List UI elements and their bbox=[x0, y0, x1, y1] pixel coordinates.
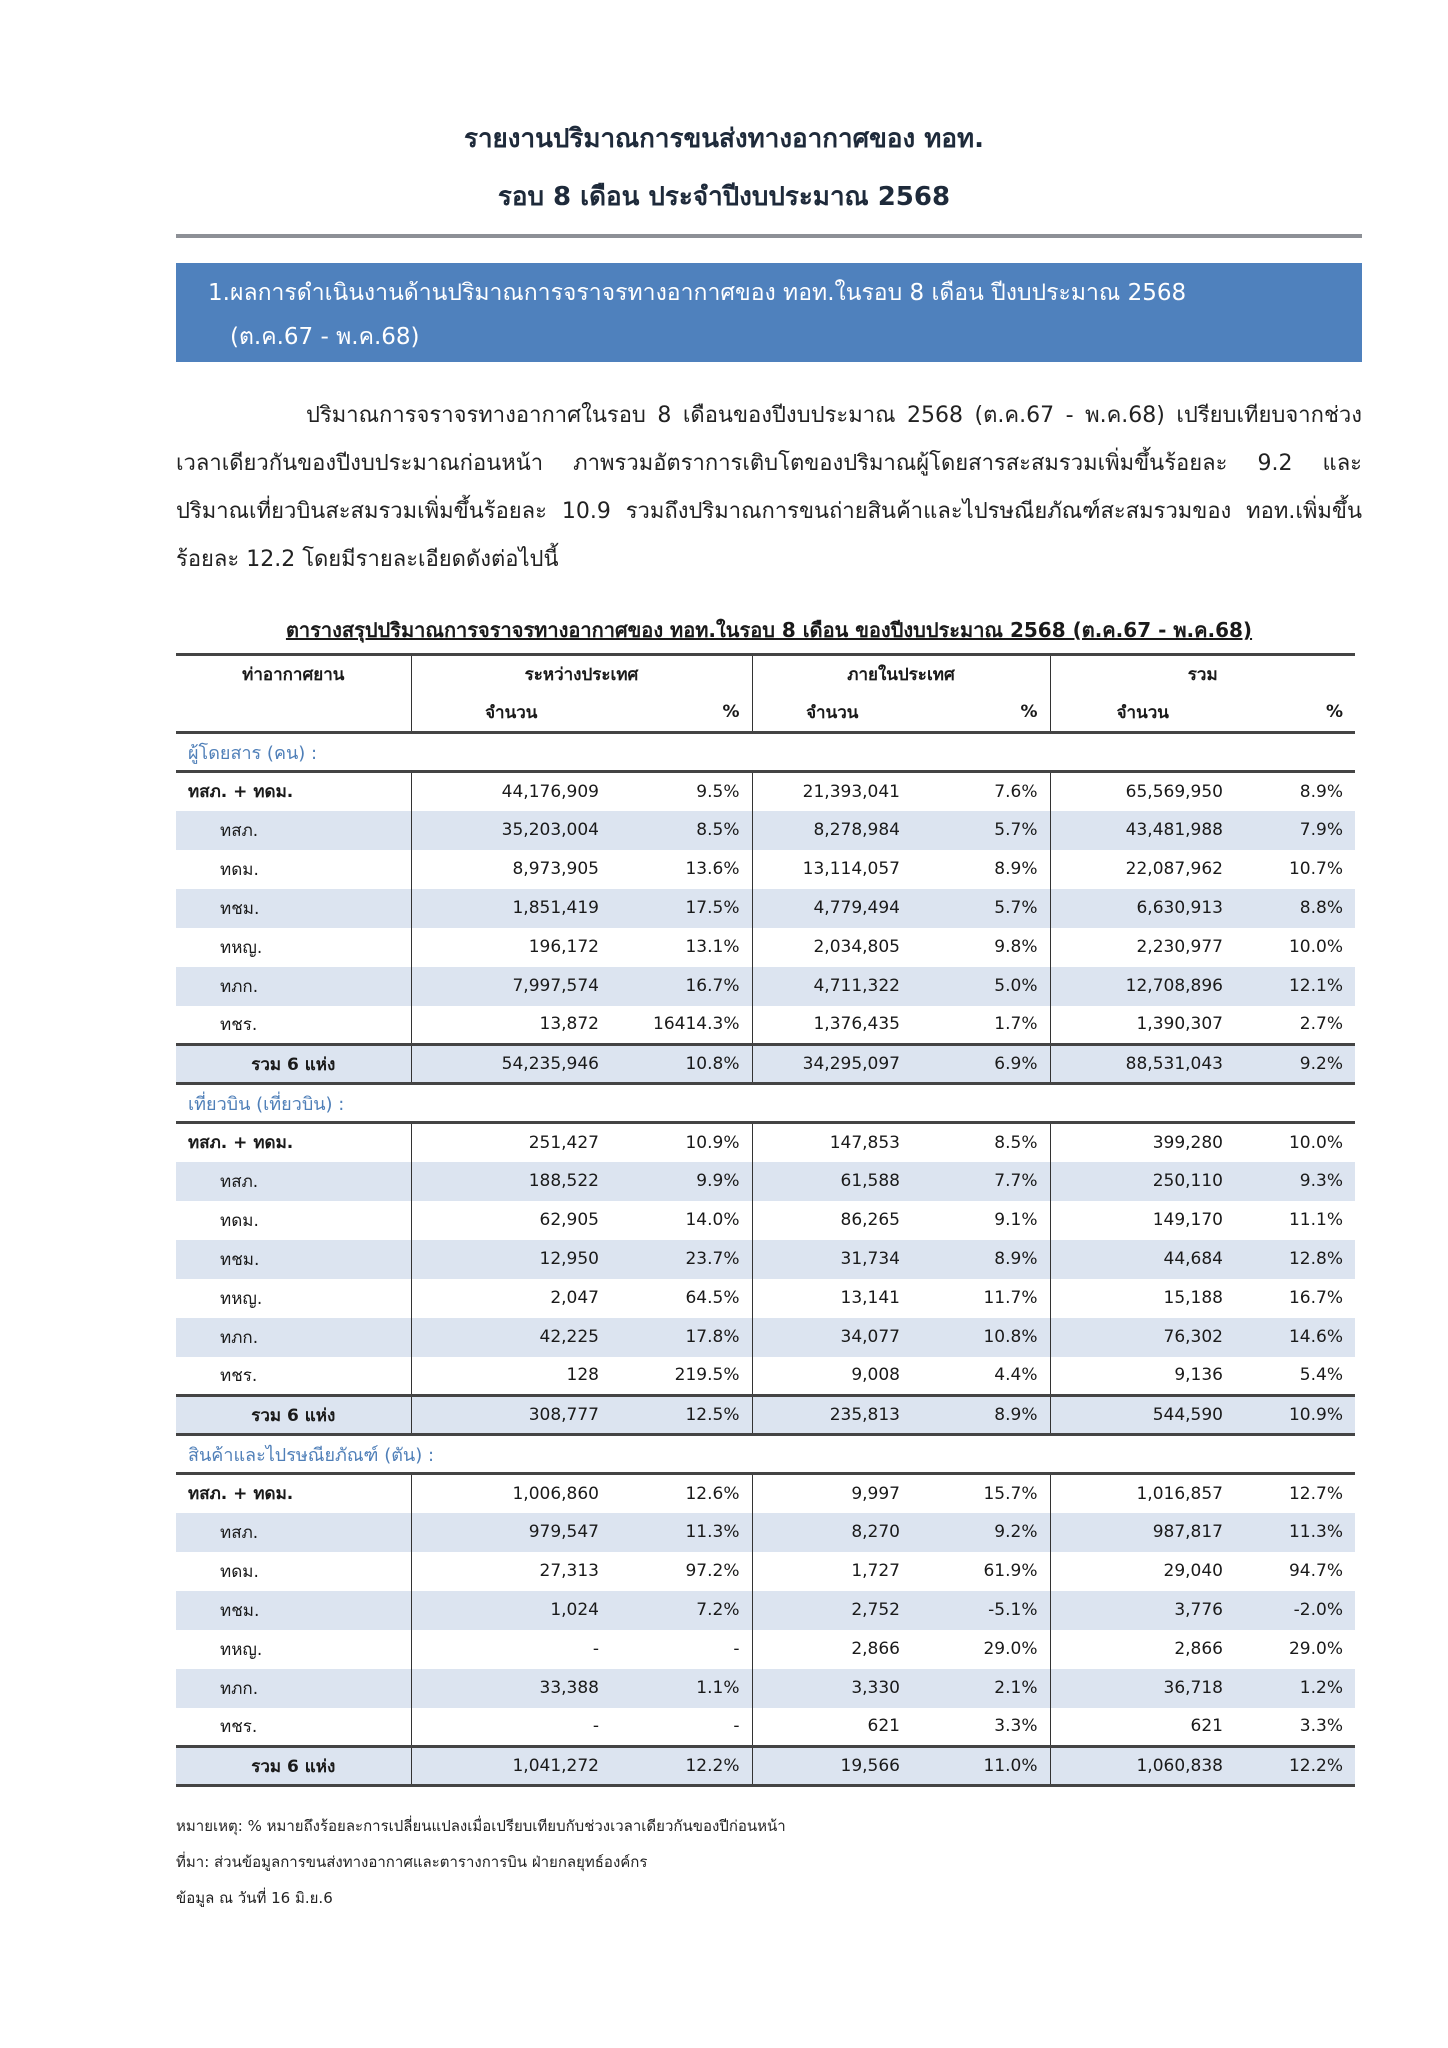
total-amount-cell: 12,708,896 bbox=[1050, 967, 1235, 1006]
table-body bbox=[176, 733, 1355, 1786]
airport-cell: ทภก. bbox=[176, 1318, 411, 1357]
dom-percent-cell: -5.1% bbox=[912, 1591, 1050, 1630]
table-header-row-1 bbox=[176, 655, 1355, 694]
section-label-row bbox=[176, 1435, 1355, 1474]
total-amount-cell: 399,280 bbox=[1050, 1123, 1235, 1162]
intl-percent-cell: 14.0% bbox=[685, 1210, 740, 1230]
dom-amount-cell: 34,295,097 bbox=[752, 1045, 912, 1084]
airport-cell: ทชร. bbox=[220, 1716, 258, 1737]
airport-cell: รวม 6 แห่ง bbox=[176, 1045, 411, 1084]
table-row bbox=[176, 928, 1355, 967]
total-amount-cell: 149,170 bbox=[1050, 1201, 1235, 1240]
airport-cell: ทชม. bbox=[176, 1591, 411, 1630]
airport-cell: ทภก. bbox=[176, 1669, 411, 1708]
airport-cell: รวม 6 แห่ง bbox=[176, 1396, 411, 1435]
section-label-row bbox=[176, 1084, 1355, 1123]
total-percent-cell: 16.7% bbox=[1288, 1288, 1343, 1308]
intl-amount-cell: 1,041,272 bbox=[411, 1747, 611, 1786]
total-percent-cell: 11.3% bbox=[1235, 1513, 1355, 1552]
table-row bbox=[176, 1591, 1355, 1630]
airport-cell: ทสภ. bbox=[176, 1162, 411, 1201]
total-percent-cell: 9.3% bbox=[1235, 1162, 1355, 1201]
total-percent-cell: 9.2% bbox=[1235, 1045, 1355, 1084]
total-amount-cell: 987,817 bbox=[1050, 1513, 1235, 1552]
section-number: 1. bbox=[208, 280, 230, 306]
header-total: รวม bbox=[1050, 655, 1355, 694]
intl-percent-cell: 23.7% bbox=[611, 1240, 752, 1279]
table-row bbox=[176, 1162, 1355, 1201]
traffic-summary-table bbox=[176, 653, 1355, 1787]
table-total-row bbox=[176, 1747, 1355, 1786]
intl-amount-cell: 196,172 bbox=[411, 928, 611, 967]
table-row bbox=[176, 1708, 1355, 1747]
total-amount-cell: 1,016,857 bbox=[1050, 1474, 1235, 1513]
dom-percent-cell: 5.0% bbox=[912, 967, 1050, 1006]
total-percent-cell: 8.9% bbox=[1299, 781, 1343, 802]
table-row bbox=[176, 1201, 1355, 1240]
dom-percent-cell: 8.9% bbox=[912, 1240, 1050, 1279]
total-percent-cell: -2.0% bbox=[1235, 1591, 1355, 1630]
intl-percent-cell: 12.2% bbox=[611, 1747, 752, 1786]
table-row bbox=[176, 772, 1355, 811]
intl-amount-cell: 13,872 bbox=[411, 1006, 611, 1045]
intl-percent-cell: 13.6% bbox=[685, 859, 740, 879]
dom-percent-cell: 61.9% bbox=[983, 1561, 1038, 1581]
footnote-as-of: ข้อมูล ณ วันที่ 16 มิ.ย.6 bbox=[176, 1889, 333, 1907]
intl-amount-cell: 54,235,946 bbox=[411, 1045, 611, 1084]
section-heading-line1 bbox=[190, 271, 1350, 315]
dom-amount-cell: 13,114,057 bbox=[752, 850, 912, 889]
intl-amount-cell: 8,973,905 bbox=[411, 850, 611, 889]
dom-percent-cell: 7.7% bbox=[912, 1162, 1050, 1201]
intl-percent-cell: 13.1% bbox=[685, 937, 740, 957]
dom-percent-cell: 2.1% bbox=[912, 1669, 1050, 1708]
table-row bbox=[176, 1123, 1355, 1162]
header-domestic: ภายในประเทศ bbox=[752, 655, 1050, 694]
intl-percent-cell: 16414.3% bbox=[653, 1014, 740, 1035]
dom-percent-cell: 1.7% bbox=[994, 1014, 1038, 1035]
total-amount-cell: 22,087,962 bbox=[1050, 850, 1235, 889]
summary-paragraph bbox=[176, 392, 1362, 584]
dom-amount-cell: 21,393,041 bbox=[752, 772, 912, 811]
dom-percent-cell: 3.3% bbox=[994, 1716, 1038, 1737]
dom-amount-cell: 34,077 bbox=[752, 1318, 912, 1357]
airport-cell: ทสภ. bbox=[176, 1513, 411, 1552]
airport-cell: ทหญ. bbox=[220, 1639, 263, 1660]
intl-amount-cell: 308,777 bbox=[411, 1396, 611, 1435]
intl-amount-cell: 33,388 bbox=[411, 1669, 611, 1708]
section-label: เที่ยวบิน (เที่ยวบิน) : bbox=[176, 1084, 1355, 1123]
total-amount-cell: 43,481,988 bbox=[1050, 811, 1235, 850]
dom-percent-cell: 11.7% bbox=[983, 1288, 1038, 1308]
total-percent-cell: 94.7% bbox=[1288, 1561, 1343, 1581]
header-intl-amount: จำนวน bbox=[411, 694, 611, 733]
dom-amount-cell: 9,008 bbox=[752, 1357, 912, 1396]
total-amount-cell: 44,684 bbox=[1050, 1240, 1235, 1279]
total-amount-cell: 76,302 bbox=[1050, 1318, 1235, 1357]
total-percent-cell: 5.4% bbox=[1299, 1365, 1343, 1386]
dom-percent-cell: 5.7% bbox=[912, 889, 1050, 928]
total-amount-cell: 544,590 bbox=[1050, 1396, 1235, 1435]
intl-percent-cell: 16.7% bbox=[611, 967, 752, 1006]
airport-cell: ทชม. bbox=[176, 889, 411, 928]
airport-cell: ทสภ. bbox=[176, 811, 411, 850]
total-percent-cell: 12.7% bbox=[1288, 1483, 1343, 1504]
footnote-remark: หมายเหตุ: % หมายถึงร้อยละการเปลี่ยนแปลงเมื่อเปรียบเทียบกับช่วงเวลาเดียวกันของปีก่อนหน้า bbox=[176, 1817, 786, 1835]
dom-amount-cell: 8,270 bbox=[752, 1513, 912, 1552]
header-dom-percent: % bbox=[912, 694, 1050, 733]
intl-amount-cell: 251,427 bbox=[411, 1123, 611, 1162]
table-row bbox=[176, 1669, 1355, 1708]
total-percent-cell: 8.8% bbox=[1235, 889, 1355, 928]
intl-percent-cell: 1.1% bbox=[611, 1669, 752, 1708]
intl-percent-cell: 64.5% bbox=[685, 1288, 740, 1308]
intl-amount-cell: - bbox=[411, 1630, 611, 1669]
intl-amount-cell: 128 bbox=[411, 1357, 611, 1396]
dom-percent-cell: 10.8% bbox=[912, 1318, 1050, 1357]
dom-amount-cell: 147,853 bbox=[752, 1123, 912, 1162]
dom-amount-cell: 8,278,984 bbox=[752, 811, 912, 850]
intl-amount-cell: 1,024 bbox=[411, 1591, 611, 1630]
intl-amount-cell: 2,047 bbox=[411, 1279, 611, 1318]
intl-percent-cell: 8.5% bbox=[611, 811, 752, 850]
airport-cell: ทภก. bbox=[176, 967, 411, 1006]
airport-cell: ทสภ. + ทดม. bbox=[188, 1484, 294, 1505]
dom-percent-cell: 8.9% bbox=[994, 859, 1038, 879]
header-airport: ท่าอากาศยาน bbox=[176, 655, 411, 694]
intl-percent-cell: 10.8% bbox=[611, 1045, 752, 1084]
dom-percent-cell: 9.2% bbox=[912, 1513, 1050, 1552]
table-row bbox=[176, 1240, 1355, 1279]
header-total-amount: จำนวน bbox=[1050, 694, 1235, 733]
section-label: ผู้โดยสาร (คน) : bbox=[176, 733, 1355, 772]
dom-percent-cell: 8.9% bbox=[912, 1396, 1050, 1435]
total-percent-cell: 14.6% bbox=[1235, 1318, 1355, 1357]
dom-percent-cell: 9.1% bbox=[994, 1210, 1038, 1230]
intl-percent-cell: 17.5% bbox=[611, 889, 752, 928]
intl-amount-cell: 27,313 bbox=[411, 1552, 611, 1591]
table-row bbox=[176, 967, 1355, 1006]
total-amount-cell: 15,188 bbox=[1050, 1279, 1235, 1318]
intl-percent-cell: 17.8% bbox=[611, 1318, 752, 1357]
dom-amount-cell: 61,588 bbox=[752, 1162, 912, 1201]
total-percent-cell: 10.9% bbox=[1235, 1396, 1355, 1435]
total-amount-cell: 29,040 bbox=[1050, 1552, 1235, 1591]
airport-cell: ทสภ. + ทดม. bbox=[188, 782, 294, 803]
total-amount-cell: 250,110 bbox=[1050, 1162, 1235, 1201]
dom-percent-cell: 11.0% bbox=[912, 1747, 1050, 1786]
table-row bbox=[176, 811, 1355, 850]
dom-amount-cell: 86,265 bbox=[752, 1201, 912, 1240]
intl-amount-cell: 7,997,574 bbox=[411, 967, 611, 1006]
section-label: สินค้าและไปรษณียภัณฑ์ (ตัน) : bbox=[176, 1435, 1355, 1474]
total-amount-cell: 2,866 bbox=[1050, 1630, 1235, 1669]
intl-amount-cell: 44,176,909 bbox=[411, 772, 611, 811]
section-heading-band bbox=[176, 263, 1362, 362]
header-dom-amount: จำนวน bbox=[752, 694, 912, 733]
airport-cell: ทดม. bbox=[220, 1210, 259, 1231]
intl-percent-cell: 12.6% bbox=[685, 1483, 740, 1504]
dom-percent-cell: 9.8% bbox=[994, 937, 1038, 957]
table-row bbox=[176, 1552, 1355, 1591]
report-title-line1: รายงานปริมาณการขนส่งทางอากาศของ ทอท. bbox=[463, 124, 984, 154]
intl-percent-cell: 12.5% bbox=[611, 1396, 752, 1435]
intl-percent-cell: 7.2% bbox=[611, 1591, 752, 1630]
table-header-row-2 bbox=[176, 694, 1355, 733]
header-total-percent: % bbox=[1235, 694, 1355, 733]
airport-cell: ทหญ. bbox=[220, 1288, 263, 1309]
total-amount-cell: 36,718 bbox=[1050, 1669, 1235, 1708]
summary-paragraph-text: ปริมาณการจราจรทางอากาศในรอบ 8 เดือนของปีงบประมาณ 2568 (ต.ค.67 - พ.ค.68) เปรียบเทียบจากช่วงเวลาเดียวกันของปีงบประมาณก่อนหน้า ภาพรวมอัตราการเติบโตของปริมาณผู้โดยสารสะสมรวมเพิ่มขึ้นร้อยละ 9.2 และปริมาณเที่ยวบินสะสมรวมเพิ่มขึ้นร้อยละ 10.9 รวมถึงปริมาณการขนถ่ายสินค้าและไปรษณียภัณฑ์สะสมรวมของ ทอท.เพิ่มขึ้นร้อยละ 12.2 โดยมีรายละเอียดดังต่อไปนี้ bbox=[176, 403, 1362, 572]
dom-percent-cell: 7.6% bbox=[994, 781, 1038, 802]
table-row bbox=[176, 889, 1355, 928]
total-amount-cell: 3,776 bbox=[1050, 1591, 1235, 1630]
report-title-line2: รอบ 8 เดือน ประจำปีงบประมาณ 2568 bbox=[497, 182, 951, 212]
footnotes bbox=[176, 1808, 786, 1916]
dom-amount-cell: 621 bbox=[752, 1708, 912, 1747]
total-percent-cell: 3.3% bbox=[1299, 1716, 1343, 1737]
intl-amount-cell: 12,950 bbox=[411, 1240, 611, 1279]
intl-amount-cell: 1,006,860 bbox=[411, 1474, 611, 1513]
table-total-row bbox=[176, 1045, 1355, 1084]
total-amount-cell: 1,390,307 bbox=[1050, 1006, 1235, 1045]
dom-percent-cell: 29.0% bbox=[983, 1639, 1038, 1659]
table-row bbox=[176, 1357, 1355, 1396]
header-intl-percent: % bbox=[611, 694, 752, 733]
table-row bbox=[176, 1513, 1355, 1552]
dom-amount-cell: 3,330 bbox=[752, 1669, 912, 1708]
header-international: ระหว่างประเทศ bbox=[411, 655, 752, 694]
dom-amount-cell: 2,752 bbox=[752, 1591, 912, 1630]
total-percent-cell: 11.1% bbox=[1288, 1210, 1343, 1230]
total-percent-cell: 12.2% bbox=[1235, 1747, 1355, 1786]
total-percent-cell: 10.0% bbox=[1288, 937, 1343, 957]
dom-amount-cell: 1,376,435 bbox=[752, 1006, 912, 1045]
total-percent-cell: 2.7% bbox=[1299, 1014, 1343, 1035]
intl-percent-cell: 9.9% bbox=[611, 1162, 752, 1201]
dom-amount-cell: 2,034,805 bbox=[752, 928, 912, 967]
dom-percent-cell: 8.5% bbox=[994, 1132, 1038, 1153]
intl-amount-cell: 62,905 bbox=[411, 1201, 611, 1240]
dom-amount-cell: 1,727 bbox=[752, 1552, 912, 1591]
intl-percent-cell: - bbox=[733, 1716, 740, 1737]
table-row bbox=[176, 1279, 1355, 1318]
intl-amount-cell: 1,851,419 bbox=[411, 889, 611, 928]
dom-amount-cell: 13,141 bbox=[752, 1279, 912, 1318]
dom-amount-cell: 31,734 bbox=[752, 1240, 912, 1279]
airport-cell: ทดม. bbox=[220, 859, 259, 880]
dom-amount-cell: 9,997 bbox=[752, 1474, 912, 1513]
total-percent-cell: 10.7% bbox=[1288, 859, 1343, 879]
intl-amount-cell: 42,225 bbox=[411, 1318, 611, 1357]
table-row bbox=[176, 850, 1355, 889]
dom-amount-cell: 235,813 bbox=[752, 1396, 912, 1435]
dom-amount-cell: 4,711,322 bbox=[752, 967, 912, 1006]
intl-amount-cell: - bbox=[411, 1708, 611, 1747]
intl-percent-cell: 219.5% bbox=[674, 1365, 740, 1386]
airport-cell: รวม 6 แห่ง bbox=[176, 1747, 411, 1786]
airport-cell: ทหญ. bbox=[220, 937, 263, 958]
total-amount-cell: 88,531,043 bbox=[1050, 1045, 1235, 1084]
dom-amount-cell: 19,566 bbox=[752, 1747, 912, 1786]
total-amount-cell: 9,136 bbox=[1050, 1357, 1235, 1396]
intl-amount-cell: 35,203,004 bbox=[411, 811, 611, 850]
section-label-row bbox=[176, 733, 1355, 772]
dom-percent-cell: 4.4% bbox=[994, 1365, 1038, 1386]
total-percent-cell: 29.0% bbox=[1288, 1639, 1343, 1659]
total-percent-cell: 7.9% bbox=[1235, 811, 1355, 850]
intl-percent-cell: 9.5% bbox=[696, 781, 740, 802]
intl-percent-cell: - bbox=[733, 1639, 740, 1659]
intl-percent-cell: 10.9% bbox=[685, 1132, 740, 1153]
table-row bbox=[176, 1318, 1355, 1357]
table-caption: ตารางสรุปปริมาณการจราจรทางอากาศของ ทอท.ในรอบ 8 เดือน ของปีงบประมาณ 2568 (ต.ค.67 - พ.ค.68) bbox=[285, 618, 1253, 642]
dom-percent-cell: 6.9% bbox=[912, 1045, 1050, 1084]
intl-amount-cell: 188,522 bbox=[411, 1162, 611, 1201]
airport-cell: ทดม. bbox=[220, 1561, 259, 1582]
table-row bbox=[176, 1630, 1355, 1669]
intl-percent-cell: 97.2% bbox=[685, 1561, 740, 1581]
title-divider bbox=[176, 234, 1362, 238]
airport-cell: ทสภ. + ทดม. bbox=[188, 1133, 294, 1154]
airport-cell: ทชม. bbox=[176, 1240, 411, 1279]
airport-cell: ทชร. bbox=[220, 1014, 258, 1035]
total-amount-cell: 621 bbox=[1050, 1708, 1235, 1747]
total-amount-cell: 65,569,950 bbox=[1050, 772, 1235, 811]
dom-amount-cell: 2,866 bbox=[752, 1630, 912, 1669]
table-total-row bbox=[176, 1396, 1355, 1435]
footnote-source: ที่มา: ส่วนข้อมูลการขนส่งทางอากาศและตารางการบิน ฝ่ายกลยุทธ์องค์กร bbox=[176, 1853, 648, 1871]
dom-percent-cell: 5.7% bbox=[912, 811, 1050, 850]
dom-percent-cell: 15.7% bbox=[983, 1483, 1038, 1504]
total-percent-cell: 1.2% bbox=[1235, 1669, 1355, 1708]
section-heading-text: ผลการดำเนินงานด้านปริมาณการจราจรทางอากาศของ ทอท.ในรอบ 8 เดือน ปีงบประมาณ 2568 bbox=[230, 280, 1187, 306]
total-percent-cell: 10.0% bbox=[1288, 1132, 1343, 1153]
total-percent-cell: 12.8% bbox=[1235, 1240, 1355, 1279]
table-row bbox=[176, 1474, 1355, 1513]
intl-amount-cell: 979,547 bbox=[411, 1513, 611, 1552]
total-amount-cell: 2,230,977 bbox=[1050, 928, 1235, 967]
intl-percent-cell: 11.3% bbox=[611, 1513, 752, 1552]
total-amount-cell: 1,060,838 bbox=[1050, 1747, 1235, 1786]
table-row bbox=[176, 1006, 1355, 1045]
section-heading-line2: (ต.ค.67 - พ.ค.68) bbox=[230, 324, 420, 350]
dom-amount-cell: 4,779,494 bbox=[752, 889, 912, 928]
airport-cell: ทชร. bbox=[220, 1365, 258, 1386]
total-percent-cell: 12.1% bbox=[1235, 967, 1355, 1006]
total-amount-cell: 6,630,913 bbox=[1050, 889, 1235, 928]
